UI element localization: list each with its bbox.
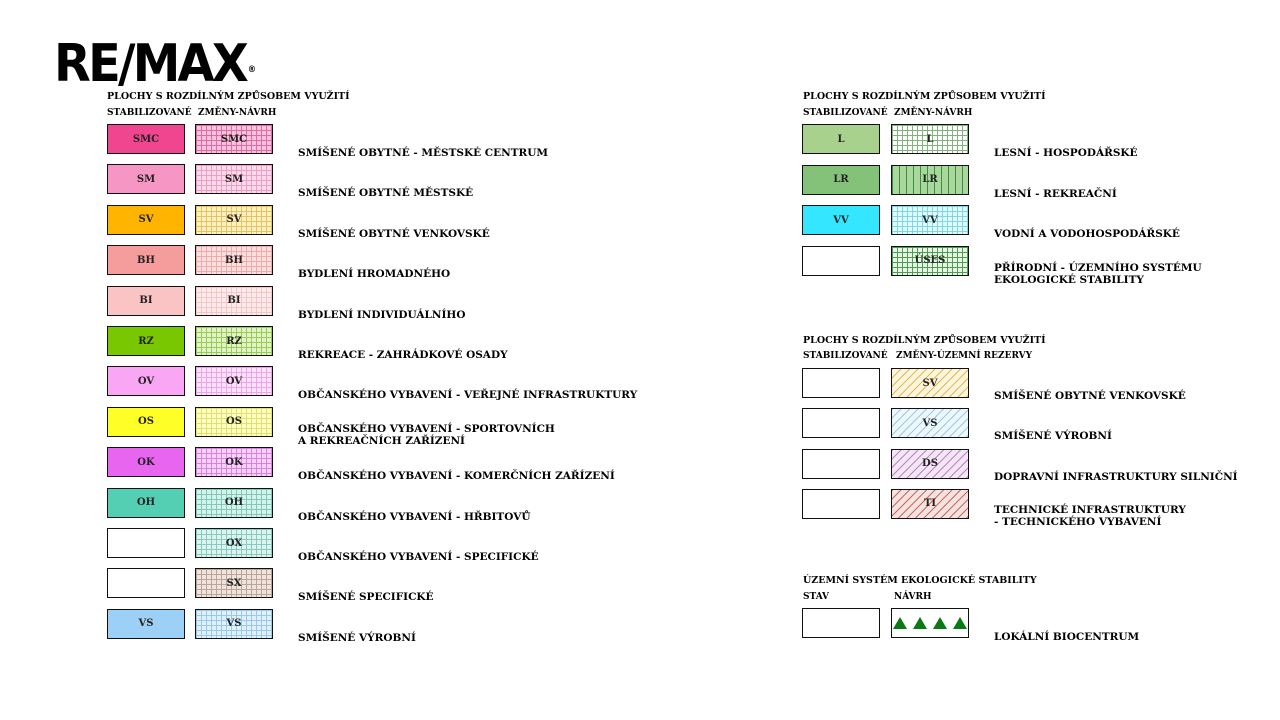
legend-label	[994, 390, 1186, 402]
legend-swatch-proposal: L	[891, 124, 969, 154]
triangles-icon	[893, 617, 967, 629]
legend-swatch-proposal: SV	[195, 205, 273, 235]
legend-label-line1: BYDLENÍ INDIVIDUÁLNÍHO	[298, 308, 466, 321]
legend-swatch-proposal: OS	[195, 407, 273, 437]
legend-swatch-proposal: SV	[891, 368, 969, 398]
right3-col-proposal: NÁVRH	[894, 592, 932, 602]
right1-section-header: PLOCHY S ROZDÍLNÝM ZPŮSOBEM VYUŽITÍ	[803, 91, 1046, 102]
legend-swatch-proposal: VS	[195, 609, 273, 639]
left-section-header: PLOCHY S ROZDÍLNÝM ZPŮSOBEM VYUŽITÍ	[107, 91, 350, 102]
legend-label-line1: OBČANSKÉHO VYBAVENÍ - KOMERČNÍCH ZAŘÍZENÍ	[298, 470, 615, 483]
legend-label	[298, 309, 465, 321]
right3-col-state: STAV	[803, 592, 830, 602]
legend-label-line1: OBČANSKÉHO VYBAVENÍ - VEŘEJNÉ INFRASTRUKTURY	[298, 389, 638, 402]
biocentrum-proposal-swatch	[891, 608, 969, 638]
legend-swatch-proposal: VS	[891, 408, 969, 438]
legend-swatch-proposal: BH	[195, 245, 273, 275]
legend-label-line1: DOPRAVNÍ INFRASTRUKTURY SILNIČNÍ	[994, 470, 1238, 483]
legend-label	[994, 262, 1202, 286]
legend-swatch-stabilized: SM	[107, 164, 185, 194]
legend-swatch-stabilized	[107, 568, 185, 598]
legend-swatch-proposal: SMC	[195, 124, 273, 154]
legend-swatch-stabilized: VS	[107, 609, 185, 639]
left-col-proposal: ZMĚNY-NÁVRH	[198, 108, 277, 118]
legend-label-line1: OBČANSKÉHO VYBAVENÍ - SPECIFICKÉ	[298, 551, 539, 563]
legend-label	[298, 591, 434, 603]
legend-swatch-proposal: DS	[891, 449, 969, 479]
legend-label-line1: PŘÍRODNÍ - ÚZEMNÍHO SYSTÉMU	[994, 261, 1202, 274]
legend-label-line1: SMÍŠENÉ OBYTNÉ VENKOVSKÉ	[994, 390, 1186, 402]
legend-label-line1: LESNÍ - REKREAČNÍ	[994, 187, 1117, 200]
right1-col-stabilized: STABILIZOVANÉ	[803, 108, 888, 118]
legend-swatch-proposal: OV	[195, 366, 273, 396]
legend-swatch-proposal: OH	[195, 488, 273, 518]
legend-swatch-stabilized	[802, 449, 880, 479]
legend-swatch-stabilized: OK	[107, 447, 185, 477]
legend-label	[298, 470, 615, 482]
legend-swatch-stabilized: OS	[107, 407, 185, 437]
legend-swatch-proposal: SX	[195, 568, 273, 598]
right1-col-proposal: ZMĚNY-NÁVRH	[894, 108, 973, 118]
legend-label	[298, 389, 637, 401]
legend-label-line2: - TECHNICKÉHO VYBAVENÍ	[994, 515, 1162, 528]
legend-swatch-stabilized	[802, 408, 880, 438]
legend-label	[298, 268, 450, 280]
legend-label-line1: BYDLENÍ HROMADNÉHO	[298, 268, 451, 281]
legend-swatch-proposal: ÚSES	[891, 246, 969, 276]
legend-swatch-stabilized: OV	[107, 366, 185, 396]
right2-col-reserves: ZMĚNY-ÚZEMNÍ REZERVY	[896, 351, 1033, 361]
legend-label	[994, 471, 1238, 483]
legend-swatch-stabilized: BI	[107, 286, 185, 316]
legend-swatch-stabilized	[802, 368, 880, 398]
left-col-stabilized: STABILIZOVANÉ	[107, 108, 192, 118]
legend-label	[298, 187, 473, 199]
legend-label	[994, 504, 1186, 528]
legend-swatch-stabilized: VV	[802, 205, 880, 235]
legend-label-line1: SMÍŠENÉ OBYTNÉ MĚSTSKÉ	[298, 187, 474, 200]
right2-section-header: PLOCHY S ROZDÍLNÝM ZPŮSOBEM VYUŽITÍ	[803, 335, 1046, 346]
legend-label	[298, 511, 531, 523]
legend-label-line1: OBČANSKÉHO VYBAVENÍ - SPORTOVNÍCH	[298, 422, 555, 435]
legend-label	[298, 349, 508, 361]
legend-label	[298, 551, 539, 563]
legend-swatch-stabilized: L	[802, 124, 880, 154]
legend-label	[298, 228, 490, 240]
legend-label	[298, 632, 416, 644]
legend-label-line1: TECHNICKÉ INFRASTRUKTURY	[994, 503, 1186, 516]
legend-label	[298, 423, 555, 447]
legend-label	[994, 147, 1138, 159]
legend-label-line1: SMÍŠENÉ VÝROBNÍ	[298, 631, 416, 644]
legend-label-line1: SMÍŠENÉ VÝROBNÍ	[994, 430, 1112, 443]
legend-label-line1: VODNÍ A VODOHOSPODÁŘSKÉ	[994, 228, 1180, 240]
legend-label-line1: SMÍŠENÉ OBYTNÉ VENKOVSKÉ	[298, 227, 490, 240]
legend-swatch-stabilized	[802, 489, 880, 519]
remax-logo: RE/MAX ®	[54, 34, 257, 94]
legend-swatch-proposal: LR	[891, 165, 969, 195]
legend-label-line2: EKOLOGICKÉ STABILITY	[994, 273, 1144, 286]
legend-swatch-stabilized: OH	[107, 488, 185, 518]
legend-swatch-proposal: OK	[195, 447, 273, 477]
legend-swatch-proposal: TI	[891, 489, 969, 519]
legend-label	[994, 188, 1117, 200]
legend-label-line2: A REKREAČNÍCH ZAŘÍZENÍ	[298, 434, 465, 447]
legend-swatch-proposal: VV	[891, 205, 969, 235]
biocentrum-state-swatch	[802, 608, 880, 638]
legend-swatch-stabilized: RZ	[107, 326, 185, 356]
legend-label	[994, 228, 1180, 240]
legend-swatch-proposal: RZ	[195, 326, 273, 356]
legend-label-line1: SMÍŠENÉ SPECIFICKÉ	[298, 591, 434, 604]
legend-label-line1: LESNÍ - HOSPODÁŘSKÉ	[994, 147, 1138, 159]
legend-swatch-proposal: SM	[195, 164, 273, 194]
legend-label	[994, 430, 1112, 442]
legend-swatch-stabilized: BH	[107, 245, 185, 275]
legend-label-line1: OBČANSKÉHO VYBAVENÍ - HŘBITOVŮ	[298, 510, 531, 523]
legend-swatch-stabilized	[107, 528, 185, 558]
right3-section-header: ÚZEMNÍ SYSTÉM EKOLOGICKÉ STABILITY	[803, 575, 1037, 586]
legend-swatch-stabilized	[802, 246, 880, 276]
legend-swatch-proposal: OX	[195, 528, 273, 558]
legend-label-line1: SMÍŠENÉ OBYTNÉ - MĚSTSKÉ CENTRUM	[298, 147, 549, 159]
legend-label-line1: REKREACE - ZAHRÁDKOVÉ OSADY	[298, 349, 508, 361]
legend-swatch-stabilized: LR	[802, 165, 880, 195]
right2-col-stabilized: STABILIZOVANÉ	[803, 351, 888, 361]
legend-swatch-stabilized: SMC	[107, 124, 185, 154]
legend-swatch-stabilized: SV	[107, 205, 185, 235]
biocentrum-label: LOKÁLNÍ BIOCENTRUM	[994, 631, 1140, 643]
legend-label	[298, 147, 548, 159]
legend-swatch-proposal: BI	[195, 286, 273, 316]
